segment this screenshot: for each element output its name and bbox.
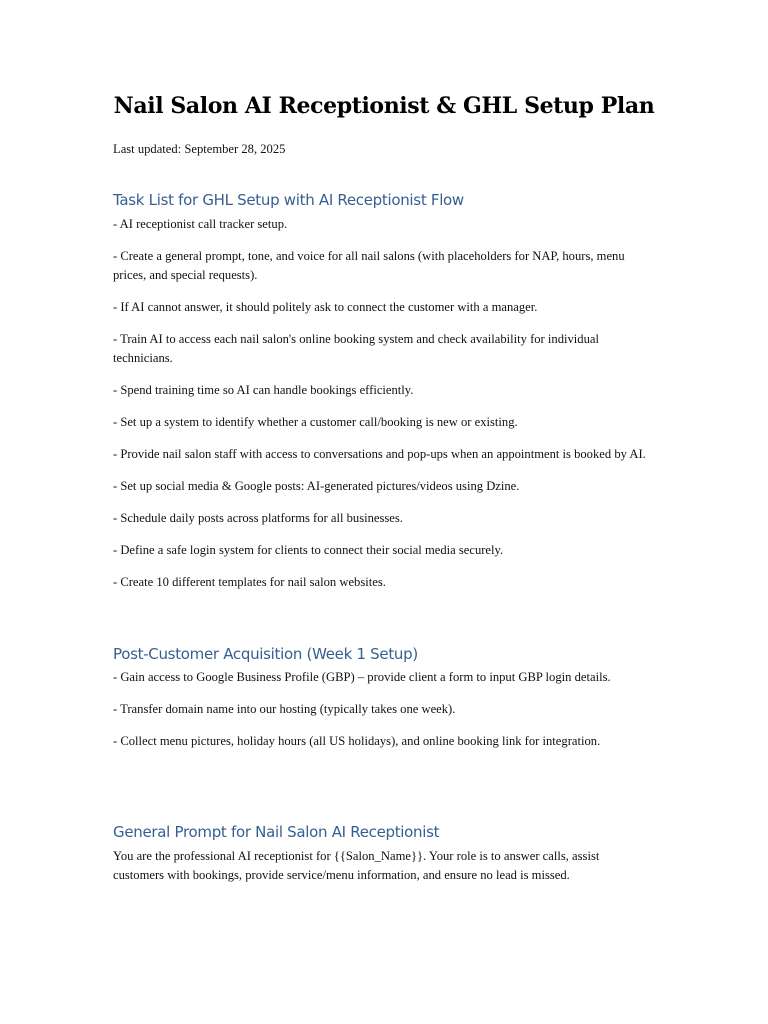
section-heading-post-acquisition: Post-Customer Acquisition (Week 1 Setup) <box>113 645 418 663</box>
general-prompt-paragraph: You are the professional AI receptionist for {{Salon_Name}}. Your role is to answer calls, assist customers with bookings, provide service/menu information, and ensure no lead is missed. <box>113 849 600 882</box>
last-updated-text: Last updated: September 28, 2025 <box>113 142 286 156</box>
list-item: - Set up a system to identify whether a customer call/booking is new or existing. <box>113 415 518 429</box>
list-item: - Provide nail salon staff with access to conversations and pop-ups when an appointment is booked by AI. <box>113 447 646 461</box>
list-item: - Define a safe login system for clients to connect their social media securely. <box>113 543 504 557</box>
list-item: - Gain access to Google Business Profile (GBP) – provide client a form to input GBP login details. <box>113 670 611 684</box>
list-item: - AI receptionist call tracker setup. <box>113 217 288 231</box>
list-item: - Collect menu pictures, holiday hours (all US holidays), and online booking link for integration. <box>113 734 601 748</box>
document-title: Nail Salon AI Receptionist & GHL Setup Plan <box>113 93 655 119</box>
list-item: - Transfer domain name into our hosting (typically takes one week). <box>113 702 456 716</box>
list-item: - Train AI to access each nail salon's online booking system and check availability for individual technicians. <box>113 332 599 365</box>
list-item: - Set up social media & Google posts: AI-generated pictures/videos using Dzine. <box>113 479 520 493</box>
post-acquisition-list <box>113 668 653 764</box>
list-item: - If AI cannot answer, it should politely ask to connect the customer with a manager. <box>113 300 538 314</box>
section-heading-task-list: Task List for GHL Setup with AI Receptionist Flow <box>113 191 464 209</box>
list-item: - Create 10 different templates for nail salon websites. <box>113 575 386 589</box>
section-heading-general-prompt: General Prompt for Nail Salon AI Receptionist <box>113 823 440 841</box>
list-item: - Schedule daily posts across platforms for all businesses. <box>113 511 403 525</box>
list-item: - Create a general prompt, tone, and voice for all nail salons (with placeholders for NAP, hours, menu prices, and special requests). <box>113 249 625 282</box>
list-item: - Spend training time so AI can handle bookings efficiently. <box>113 383 414 397</box>
task-list <box>113 215 653 605</box>
